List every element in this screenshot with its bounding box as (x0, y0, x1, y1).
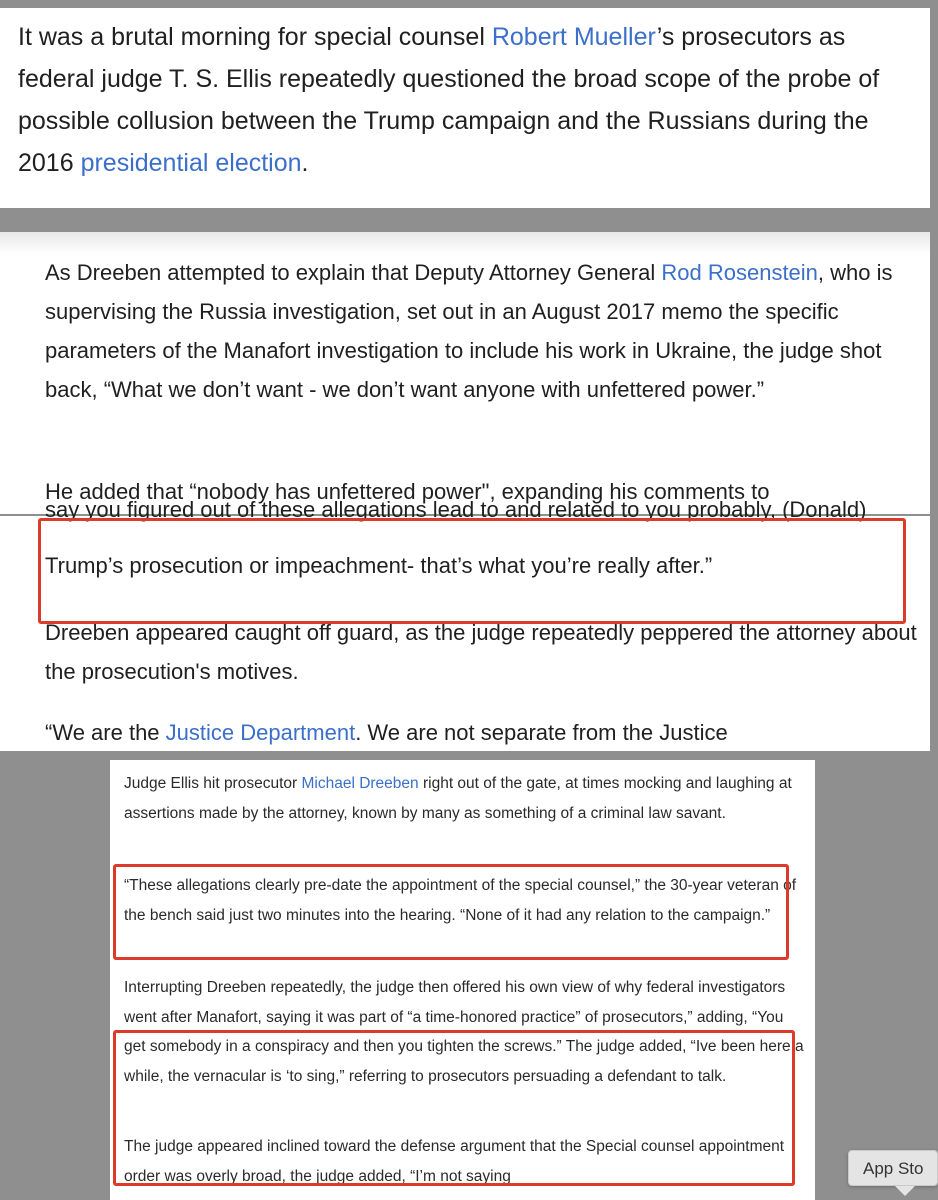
excerpt-4-paragraph-4: The judge appeared inclined toward the defense argument that the Special counsel appointment order was overly broad, the judge added, “I’m not saying (124, 1138, 785, 1185)
justice-department-link[interactable]: Justice Department (165, 720, 356, 745)
clipped-text-line: say you figured out of these allegations lead to and related to you probably, (Donald) (45, 497, 867, 522)
excerpt-4-paragraph-2: “These allegations clearly pre-date the appointment of the special counsel,” the 30-year veteran of the bench said just two minutes into the hearing. “None of it had any relation to the campaign.” (124, 877, 797, 924)
app-store-tooltip[interactable]: App Sto (848, 1150, 938, 1186)
michael-dreeben-link[interactable]: Michael Dreeben (301, 775, 419, 792)
highlight-box-2 (113, 864, 789, 960)
rod-rosenstein-link[interactable]: Rod Rosenstein (661, 260, 818, 285)
excerpt-1-paragraph: It was a brutal morning for special counsel Robert Mueller’s prosecutors as federal judge T. S. Ellis repeatedly questioned the broad scope of the probe of possible collusion between the Trump campaign and the Russians during the 2016 presidential election. (18, 23, 880, 177)
excerpt-2-paragraph-1: As Dreeben attempted to explain that Deputy Attorney General Rod Rosenstein, who is supervising the Russia investigation, set out in an August 2017 memo the specific parameters of the Manafort investigation to include his work in Ukraine, the judge shot back, “What we don’t want - we don’t want anyone with unfettered power.” (45, 260, 893, 402)
highlight-box-3 (113, 1030, 795, 1186)
excerpt-3-paragraph-2: Dreeben appeared caught off guard, as the judge repeatedly peppered the attorney about the prosecution's motives. (45, 620, 917, 684)
excerpt-3-paragraph-1: Trump’s prosecution or impeachment- that’s what you’re really after.” (45, 553, 713, 578)
robert-mueller-link[interactable]: Robert Mueller (491, 23, 657, 51)
article-excerpt-2 (0, 232, 930, 514)
excerpt-4-paragraph-1: Judge Ellis hit prosecutor Michael Dreeben right out of the gate, at times mocking and laughing at assertions made by the attorney, known by many as something of a criminal law savant. (124, 775, 792, 822)
tooltip-tail (895, 1186, 915, 1196)
excerpt-3-paragraph-3: “We are the Justice Department. We are not separate from the Justice (45, 720, 728, 745)
excerpt-2-paragraph-2: He added that “nobody has unfettered power", expanding his comments to (45, 479, 770, 504)
highlight-box-1 (38, 518, 906, 624)
presidential-election-link[interactable]: presidential election (80, 149, 302, 177)
excerpt-4-paragraph-3: Interrupting Dreeben repeatedly, the judge then offered his own view of why federal investigators went after Manafort, saying it was part of “a time-honored practice” of prosecutors,” adding, “You get somebody in a conspiracy and then you tighten the screws.” The judge added, “Ive been here a while, the vernacular is ‘to sing,” referring to prosecutors persuading a defendant to talk. (124, 979, 804, 1085)
article-excerpt-1 (0, 8, 930, 208)
